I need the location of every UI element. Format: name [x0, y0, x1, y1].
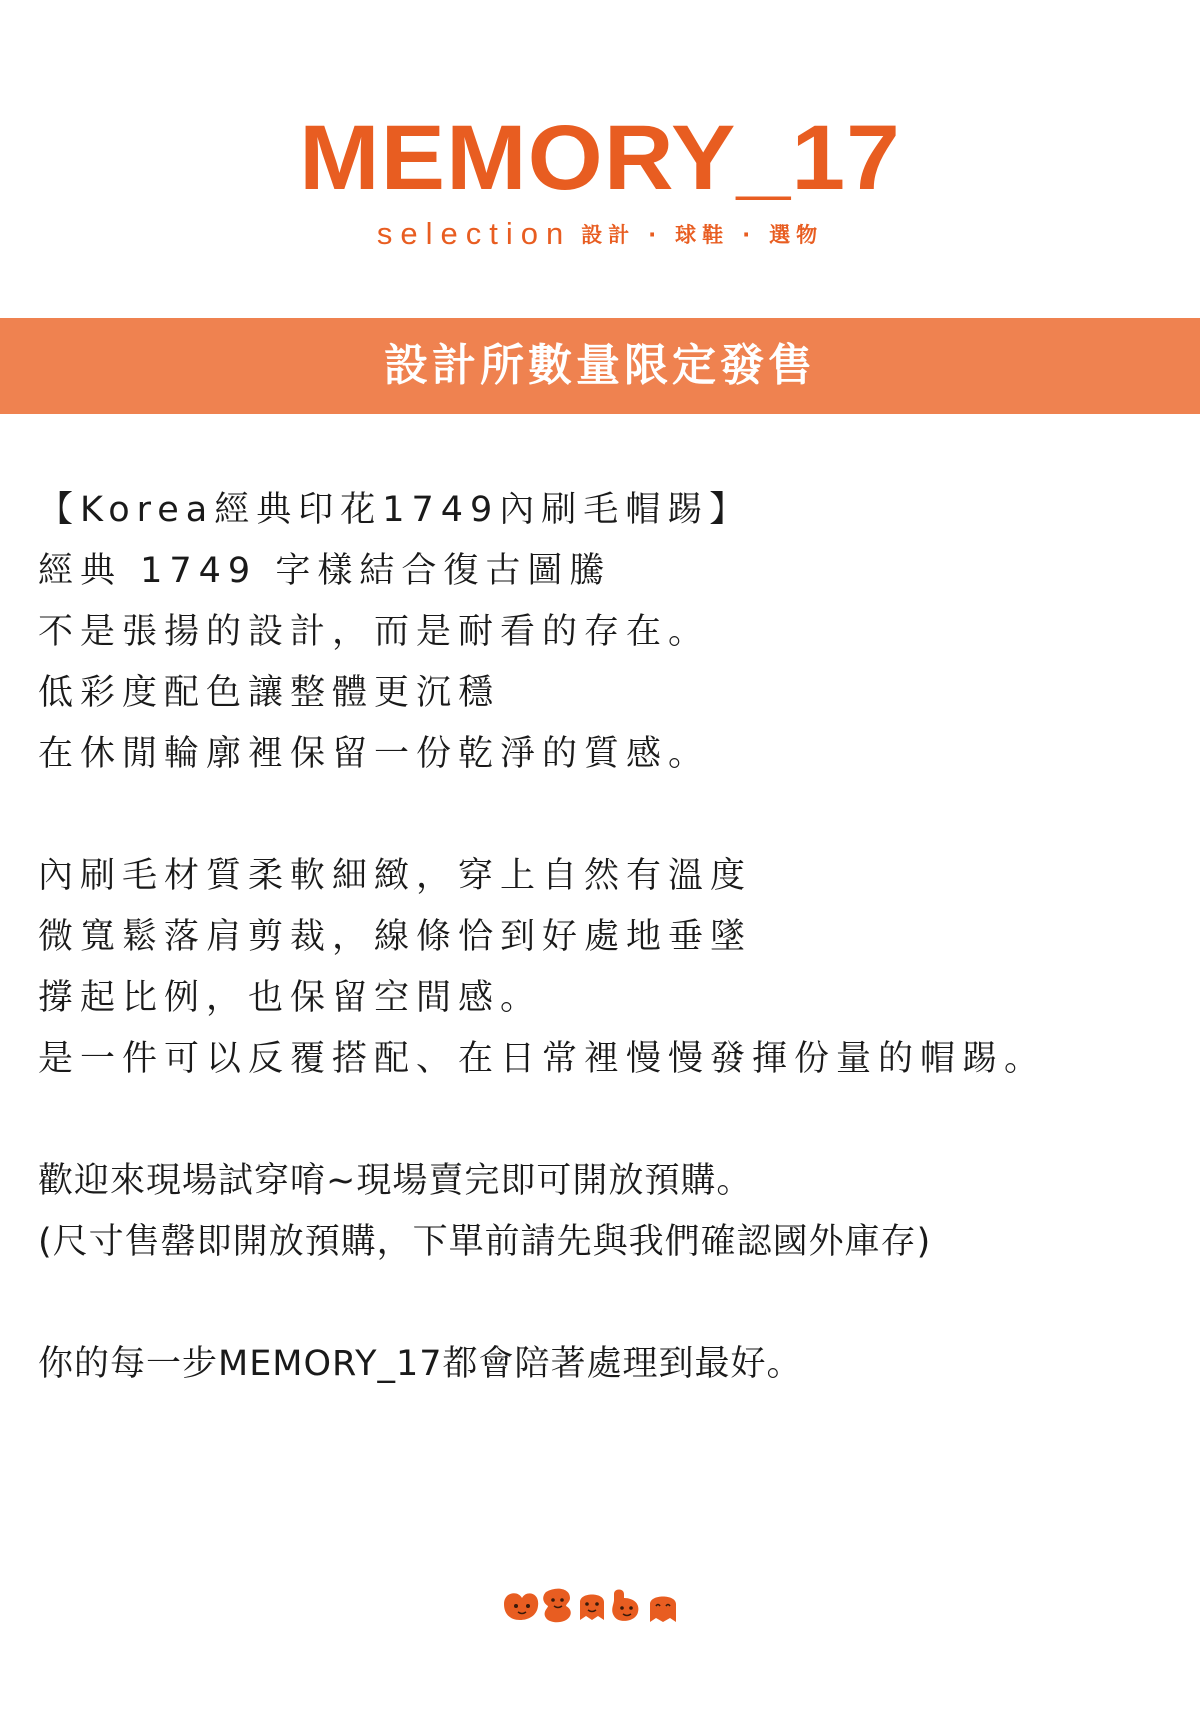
- paragraph-gap: [38, 1273, 1168, 1334]
- description-line: 在休閒輪廓裡保留一份乾淨的質感。: [38, 734, 711, 774]
- paragraph-gap: [38, 1090, 1168, 1151]
- tagline-chinese: 設計 ‧ 球鞋 ‧ 選物: [581, 223, 824, 247]
- paragraph-gap: [38, 785, 1168, 846]
- header: [0, 0, 1200, 318]
- description-line: 歡迎來現場試穿唷~現場賣完即可開放預購。: [38, 1161, 753, 1201]
- description-line: 撐起比例，也保留空間感。: [38, 978, 543, 1018]
- description-line: 你的每一步MEMORY_17都會陪著處理到最好。: [38, 1344, 803, 1384]
- product-description: [38, 480, 1168, 1395]
- sale-banner: [0, 318, 1200, 414]
- cute-character-logo-icon: [500, 1584, 696, 1628]
- description-line: 微寬鬆落肩剪裁，線條恰到好處地垂墜: [38, 917, 753, 957]
- brand-tagline: [0, 216, 1200, 252]
- description-line: 【Korea經典印花1749內刷毛帽踢】: [38, 490, 752, 530]
- brand-logo: MEMORY_17: [299, 107, 901, 209]
- banner-title: 設計所數量限定發售: [384, 340, 816, 391]
- description-line: 內刷毛材質柔軟細緻，穿上自然有溫度: [38, 856, 753, 896]
- description-line: (尺寸售罄即開放預購，下單前請先與我們確認國外庫存): [38, 1222, 932, 1262]
- description-line: 是一件可以反覆搭配、在日常裡慢慢發揮份量的帽踢。: [38, 1039, 1047, 1079]
- description-line: 經典 1749 字樣結合復古圖騰: [38, 551, 612, 591]
- tagline-english: selection: [376, 216, 572, 251]
- description-line: 不是張揚的設計，而是耐看的存在。: [38, 612, 711, 652]
- description-line: 低彩度配色讓整體更沉穩: [38, 673, 501, 713]
